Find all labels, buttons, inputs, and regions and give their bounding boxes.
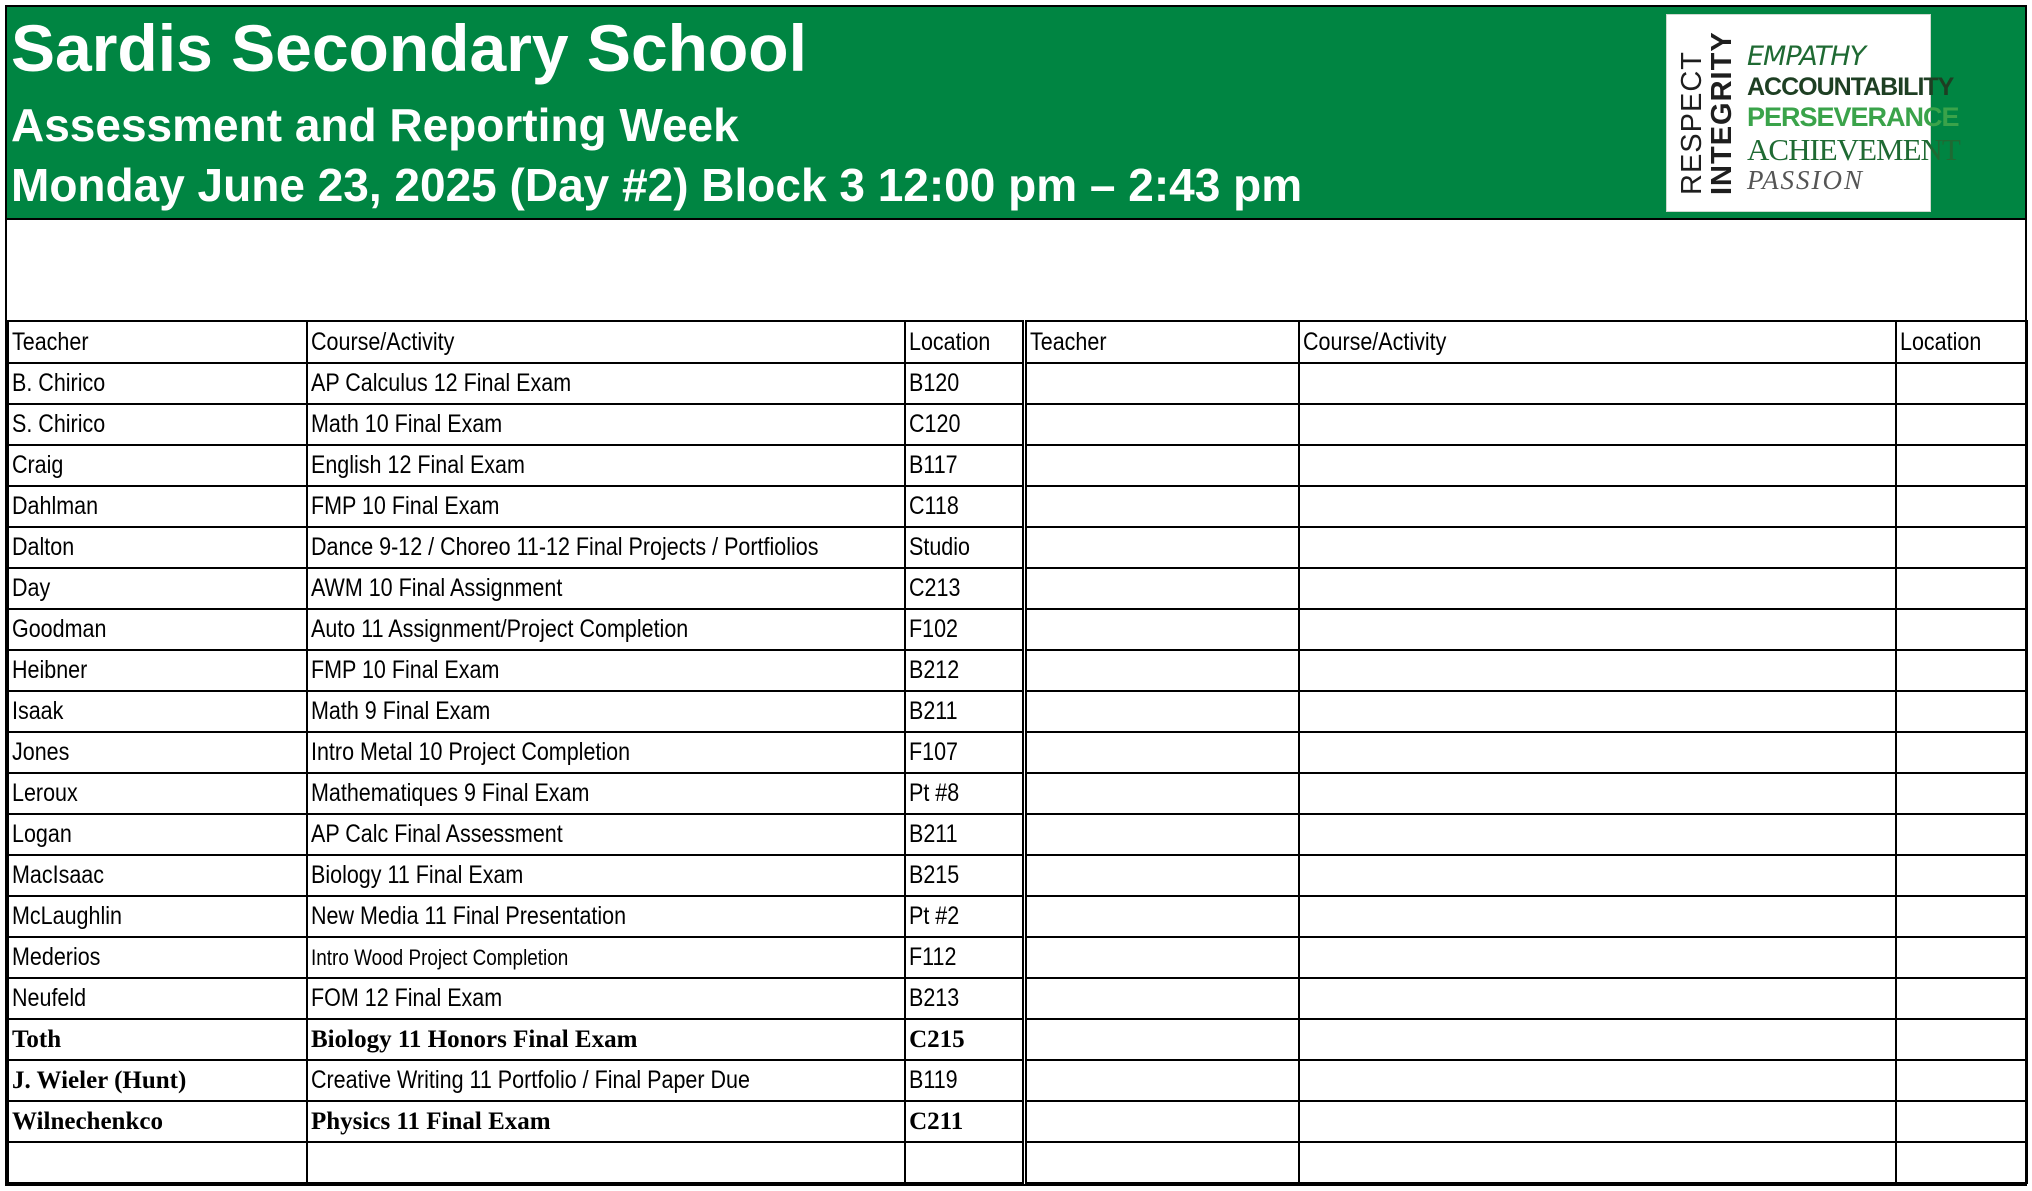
- teacher-cell-right: [1026, 855, 1299, 896]
- location-text: C215: [909, 1026, 965, 1053]
- page-subtitle: Assessment and Reporting Week: [11, 99, 739, 151]
- table-row: [8, 855, 2027, 896]
- location-cell-right: [1896, 445, 2027, 486]
- location-cell-right: [1896, 527, 2027, 568]
- location-text: Studio: [909, 533, 971, 561]
- table-row: [8, 691, 2027, 732]
- course-cell-right: [1299, 650, 1896, 691]
- column-header-teacher-right: Teacher: [1026, 321, 1299, 363]
- teacher-text: Craig: [12, 451, 64, 479]
- location-text: B119: [909, 1066, 958, 1094]
- course-cell: [307, 445, 905, 486]
- teacher-cell-right: [1026, 650, 1299, 691]
- logo-word-passion: PASSION: [1747, 165, 1865, 195]
- course-cell-right: [1299, 773, 1896, 814]
- teacher-text: Wilnechenkco: [12, 1108, 163, 1135]
- column-header-course: Course/Activity: [307, 321, 905, 363]
- logo-word-accountability: ACCOUNTABILITY: [1747, 73, 1954, 101]
- location-cell: [905, 978, 1023, 1019]
- table-row: [8, 609, 2027, 650]
- header-divider: [7, 218, 2025, 220]
- table-row: [8, 937, 2027, 978]
- location-cell-right: [1896, 568, 2027, 609]
- logo-word-integrity: INTEGRITY: [1706, 31, 1738, 195]
- location-text: F107: [909, 738, 959, 766]
- schedule-table: [7, 320, 2028, 1184]
- course-cell-right: [1299, 1019, 1896, 1060]
- course-cell: [307, 609, 905, 650]
- course-cell: [307, 363, 905, 404]
- teacher-cell: [8, 1060, 307, 1101]
- teacher-cell: [8, 568, 307, 609]
- teacher-text: B. Chirico: [12, 369, 106, 397]
- teacher-text: Neufeld: [12, 984, 87, 1012]
- teacher-cell-right: [1026, 896, 1299, 937]
- location-text: C213: [909, 574, 961, 602]
- course-cell-right: [1299, 937, 1896, 978]
- teacher-cell-right: [1026, 978, 1299, 1019]
- location-cell-right: [1896, 814, 2027, 855]
- course-cell-right: [1299, 814, 1896, 855]
- location-text: B120: [909, 369, 960, 397]
- course-cell-right: [1299, 363, 1896, 404]
- course-cell: [307, 978, 905, 1019]
- course-text: FMP 10 Final Exam: [311, 656, 500, 684]
- course-cell: [307, 650, 905, 691]
- course-cell: [307, 404, 905, 445]
- location-cell: [905, 855, 1023, 896]
- location-text: Pt #8: [909, 779, 960, 807]
- course-text: Physics 11 Final Exam: [311, 1108, 551, 1135]
- location-cell-right: [1896, 937, 2027, 978]
- teacher-cell: [8, 363, 307, 404]
- teacher-cell-right: [1026, 814, 1299, 855]
- location-text: B212: [909, 656, 960, 684]
- logo-word-empathy: EMPATHY: [1747, 41, 1866, 72]
- teacher-cell: [8, 937, 307, 978]
- teacher-text: J. Wieler (Hunt): [12, 1067, 187, 1094]
- column-header-location: Location: [905, 321, 1023, 363]
- teacher-cell: [8, 691, 307, 732]
- location-cell-right: [1896, 1101, 2027, 1142]
- course-text: AP Calculus 12 Final Exam: [311, 369, 572, 397]
- location-cell: [905, 404, 1023, 445]
- location-text: F102: [909, 615, 959, 643]
- table-row: [8, 814, 2027, 855]
- location-text: C118: [909, 492, 959, 520]
- location-text: B215: [909, 861, 960, 889]
- teacher-cell: [8, 527, 307, 568]
- teacher-text: Isaak: [12, 697, 64, 725]
- location-text: B117: [909, 451, 958, 479]
- location-text: C211: [909, 1108, 964, 1135]
- course-cell: [307, 773, 905, 814]
- course-text: Biology 11 Honors Final Exam: [311, 1026, 638, 1053]
- teacher-text: Dalton: [12, 533, 75, 561]
- course-cell-right: [1299, 568, 1896, 609]
- table-header-row: [8, 321, 2027, 363]
- location-cell-right: [1896, 363, 2027, 404]
- school-values-logo: [1666, 14, 1960, 212]
- location-text: F112: [909, 943, 957, 971]
- location-cell: [905, 691, 1023, 732]
- teacher-cell: [8, 1101, 307, 1142]
- teacher-cell: [8, 814, 307, 855]
- logo-word-perseverance: PERSEVERANCE: [1747, 102, 1959, 132]
- table-row: [8, 978, 2027, 1019]
- table-row: [8, 650, 2027, 691]
- teacher-cell-right: [1026, 732, 1299, 773]
- course-text: Auto 11 Assignment/Project Completion: [311, 615, 689, 643]
- teacher-cell: [8, 445, 307, 486]
- location-cell-right: [1896, 1142, 2027, 1183]
- table-row: [8, 527, 2027, 568]
- location-cell: [905, 445, 1023, 486]
- course-cell-right: [1299, 1101, 1896, 1142]
- course-cell: [307, 527, 905, 568]
- table-row: [8, 486, 2027, 527]
- logo-word-achievement: ACHIEVEMENT: [1747, 132, 1960, 167]
- column-header-location-right: Location: [1896, 321, 2027, 363]
- table-row: [8, 896, 2027, 937]
- location-cell-right: [1896, 1060, 2027, 1101]
- teacher-text: McLaughlin: [12, 902, 122, 930]
- teacher-cell-right: [1026, 937, 1299, 978]
- course-cell: [307, 855, 905, 896]
- course-cell: [307, 1101, 905, 1142]
- teacher-cell-right: [1026, 773, 1299, 814]
- table-row: [8, 568, 2027, 609]
- location-cell: [905, 814, 1023, 855]
- teacher-text: Leroux: [12, 779, 78, 807]
- location-cell: [905, 896, 1023, 937]
- table-row: [8, 1142, 2027, 1183]
- course-cell: [307, 1019, 905, 1060]
- teacher-cell-right: [1026, 486, 1299, 527]
- teacher-cell: [8, 1019, 307, 1060]
- course-text: FMP 10 Final Exam: [311, 492, 500, 520]
- teacher-cell-right: [1026, 1101, 1299, 1142]
- location-text: C120: [909, 410, 961, 438]
- teacher-cell: [8, 1142, 307, 1183]
- location-text: Pt #2: [909, 902, 960, 930]
- location-text: B211: [909, 820, 958, 848]
- teacher-cell: [8, 732, 307, 773]
- teacher-text: S. Chirico: [12, 410, 106, 438]
- table-row: [8, 1101, 2027, 1142]
- teacher-cell-right: [1026, 363, 1299, 404]
- location-text: B213: [909, 984, 960, 1012]
- course-cell-right: [1299, 404, 1896, 445]
- location-cell: [905, 1019, 1023, 1060]
- teacher-cell: [8, 650, 307, 691]
- course-cell-right: [1299, 1142, 1896, 1183]
- course-cell: [307, 568, 905, 609]
- teacher-cell: [8, 609, 307, 650]
- location-cell: [905, 732, 1023, 773]
- teacher-cell: [8, 404, 307, 445]
- teacher-cell: [8, 486, 307, 527]
- course-cell-right: [1299, 445, 1896, 486]
- location-cell-right: [1896, 732, 2027, 773]
- teacher-cell-right: [1026, 404, 1299, 445]
- course-cell-right: [1299, 978, 1896, 1019]
- course-text: Math 9 Final Exam: [311, 697, 491, 725]
- location-cell: [905, 1101, 1023, 1142]
- teacher-cell-right: [1026, 1019, 1299, 1060]
- course-text: New Media 11 Final Presentation: [311, 902, 627, 930]
- course-cell-right: [1299, 732, 1896, 773]
- course-cell-right: [1299, 527, 1896, 568]
- location-cell-right: [1896, 1019, 2027, 1060]
- course-text: AP Calc Final Assessment: [311, 820, 563, 848]
- location-cell-right: [1896, 773, 2027, 814]
- table-row: [8, 363, 2027, 404]
- table-row: [8, 1060, 2027, 1101]
- course-cell-right: [1299, 691, 1896, 732]
- teacher-text: Dahlman: [12, 492, 99, 520]
- teacher-cell: [8, 896, 307, 937]
- teacher-cell-right: [1026, 445, 1299, 486]
- course-cell-right: [1299, 486, 1896, 527]
- teacher-cell: [8, 855, 307, 896]
- column-header-teacher: Teacher: [8, 321, 307, 363]
- location-text: B211: [909, 697, 958, 725]
- teacher-text: Goodman: [12, 615, 107, 643]
- teacher-text: Jones: [12, 738, 70, 766]
- location-cell-right: [1896, 486, 2027, 527]
- course-text: FOM 12 Final Exam: [311, 984, 503, 1012]
- teacher-cell: [8, 773, 307, 814]
- location-cell: [905, 363, 1023, 404]
- teacher-cell-right: [1026, 1142, 1299, 1183]
- table-row: [8, 1019, 2027, 1060]
- course-text: Dance 9-12 / Choreo 11-12 Final Projects / Portfiolios: [311, 533, 819, 561]
- course-text: Intro Metal 10 Project Completion: [311, 738, 631, 766]
- course-cell: [307, 896, 905, 937]
- course-text: AWM 10 Final Assignment: [311, 574, 563, 602]
- table-row: [8, 445, 2027, 486]
- location-cell: [905, 773, 1023, 814]
- header-banner: [7, 7, 2025, 220]
- course-cell: [307, 937, 905, 978]
- teacher-text: MacIsaac: [12, 861, 105, 889]
- date-line: Monday June 23, 2025 (Day #2) Block 3 12:00 pm – 2:43 pm: [11, 159, 1303, 211]
- course-text: Math 10 Final Exam: [311, 410, 503, 438]
- teacher-cell-right: [1026, 568, 1299, 609]
- logo-word-respect: RESPECT: [1676, 51, 1708, 195]
- course-text: English 12 Final Exam: [311, 451, 525, 479]
- course-cell-right: [1299, 855, 1896, 896]
- location-cell: [905, 486, 1023, 527]
- course-text: Creative Writing 11 Portfolio / Final Paper Due: [311, 1066, 750, 1094]
- course-text: Mathematiques 9 Final Exam: [311, 779, 590, 807]
- teacher-text: Toth: [12, 1026, 62, 1053]
- location-cell-right: [1896, 978, 2027, 1019]
- teacher-text: Mederios: [12, 943, 101, 971]
- location-cell-right: [1896, 609, 2027, 650]
- location-cell-right: [1896, 650, 2027, 691]
- course-cell-right: [1299, 609, 1896, 650]
- table-row: [8, 732, 2027, 773]
- location-cell: [905, 609, 1023, 650]
- location-cell: [905, 1060, 1023, 1101]
- course-text: Intro Wood Project Completion: [311, 945, 569, 970]
- teacher-cell: [8, 978, 307, 1019]
- teacher-cell-right: [1026, 691, 1299, 732]
- location-cell-right: [1896, 896, 2027, 937]
- course-cell: [307, 1060, 905, 1101]
- location-cell: [905, 937, 1023, 978]
- course-cell: [307, 814, 905, 855]
- location-cell-right: [1896, 404, 2027, 445]
- course-cell: [307, 1142, 905, 1183]
- teacher-text: Heibner: [12, 656, 88, 684]
- location-cell: [905, 1142, 1023, 1183]
- course-cell-right: [1299, 896, 1896, 937]
- location-cell: [905, 527, 1023, 568]
- location-cell: [905, 568, 1023, 609]
- course-cell: [307, 486, 905, 527]
- column-header-course-right: Course/Activity: [1299, 321, 1896, 363]
- teacher-text: Logan: [12, 820, 72, 848]
- location-cell-right: [1896, 855, 2027, 896]
- location-cell: [905, 650, 1023, 691]
- table-row: [8, 404, 2027, 445]
- location-cell-right: [1896, 691, 2027, 732]
- teacher-cell-right: [1026, 1060, 1299, 1101]
- course-text: Biology 11 Final Exam: [311, 861, 524, 889]
- school-title: Sardis Secondary School: [11, 11, 807, 85]
- teacher-cell-right: [1026, 527, 1299, 568]
- course-cell: [307, 691, 905, 732]
- teacher-text: Day: [12, 574, 51, 602]
- teacher-cell-right: [1026, 609, 1299, 650]
- course-cell: [307, 732, 905, 773]
- course-cell-right: [1299, 1060, 1896, 1101]
- table-row: [8, 773, 2027, 814]
